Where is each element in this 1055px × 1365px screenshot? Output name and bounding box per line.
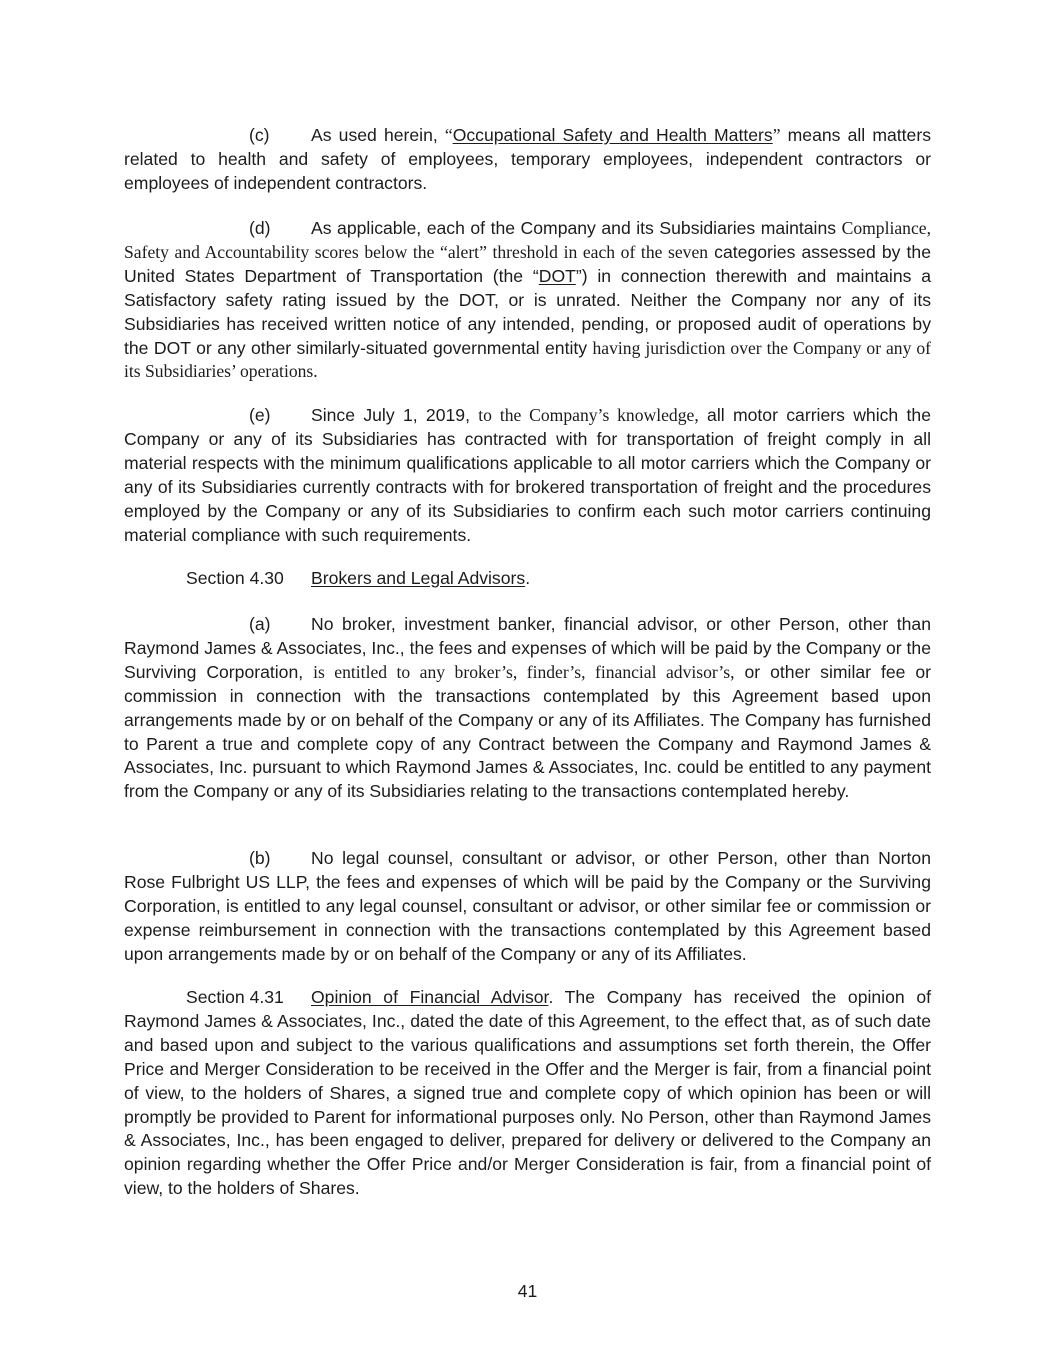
paragraph-marker: (e) <box>249 405 271 425</box>
paragraph-text: As used herein, <box>311 125 445 145</box>
paragraph-text: As applicable, each of the Company and its Subsidiaries maintains <box>311 218 842 238</box>
section-4-30-heading <box>124 567 931 591</box>
section-number: Section 4.31 <box>186 987 284 1007</box>
defined-term: Occupational Safety and Health Matters <box>452 125 773 145</box>
paragraph-text-serif: having jurisdiction over the Company or any of its Subsidiaries’ operations. <box>124 337 932 382</box>
paragraph-text: Since July 1, 2019, <box>311 405 479 425</box>
section-title: Opinion of Financial Advisor <box>311 987 549 1007</box>
paragraph-c <box>124 124 931 196</box>
paragraph-text-serif: to the Company’s knowledge, <box>478 405 699 425</box>
section-number: Section 4.30 <box>186 568 284 588</box>
paragraph-d <box>124 217 931 384</box>
open-quote: “ <box>444 125 453 145</box>
paragraph-text: means all matters related to health and safety of employees, temporary employees, independent contractors or employees of independent contractors. <box>124 125 931 193</box>
paragraph-text: ”) in connection therewith and maintains a Satisfactory safety rating issued by the DOT, or is unrated. Neither the Company nor any of its Subsidiaries has received written notice of any intended, pending, or proposed audit of operations by the DOT or any other similarly-situated governmental entity <box>124 265 931 358</box>
section-title: Brokers and Legal Advisors <box>311 568 526 588</box>
paragraph-4-30-a <box>124 613 931 804</box>
paragraph-text: all motor carriers which the Company or any of its Subsidiaries has contracted with for transportation of freight comply in all material respects with the minimum qualifications applicable to all motor carriers which the Company or any of its Subsidiaries currently contracts with for brokered transportation of freight and the procedures employed by the Company or any of its Subsidiaries to confirm each such motor carriers continuing material compliance with such requirements. <box>124 405 931 545</box>
paragraph-4-30-b <box>124 847 931 967</box>
paragraph-text-serif: is entitled to any broker’s, finder’s, financial advisor’s, <box>313 661 735 682</box>
paragraph-marker: (c) <box>249 125 270 145</box>
paragraph-e <box>124 404 931 547</box>
close-quote: ” <box>772 125 781 145</box>
section-title-period: . <box>525 568 531 588</box>
paragraph-marker: (a) <box>249 614 271 634</box>
paragraph-text: . The Company has received the opinion of Raymond James & Associates, Inc., dated the date of this Agreement, to the effect that, as of such date and based upon and subject to the various qualifications and assumptions set forth therein, the Offer Price and Merger Consideration to be received in the Offer and the Merger is fair, from a financial point of view, to the holders of Shares, a signed true and complete copy of which opinion has been or will promptly be provided to Parent for informational purposes only. No Person, other than Raymond James & Associates, Inc., has been engaged to deliver, prepared for delivery or delivered to the Company an opinion regarding whether the Offer Price and/or Merger Consideration is fair, from a financial point of view, to the holders of Shares. <box>124 987 931 1199</box>
paragraph-marker: (d) <box>249 218 271 238</box>
paragraph-text: or other similar fee or commission in connection with the transactions contemplated by this Agreement based upon arrangements made by or on behalf of the Company or any of its Affiliates. The Company has furnished to Parent a true and complete copy of any Contract between the Company and Raymond James & Associates, Inc. pursuant to which Raymond James & Associates, Inc. could be entitled to any payment from the Company or any of its Subsidiaries relating to the transactions contemplated hereby. <box>124 661 932 802</box>
paragraph-text: No broker, investment banker, financial advisor, or other Person, other than Raymond James & Associates, Inc., the fees and expenses of which will be paid by the Company or the Surviving Corporation, <box>124 614 931 682</box>
page-number: 41 <box>517 1281 538 1301</box>
paragraph-text-serif: Compliance, Safety and Accountability scores below the “alert” threshold in each of the seven <box>124 218 931 262</box>
section-4-31 <box>124 986 931 1201</box>
paragraph-marker: (b) <box>249 848 271 868</box>
paragraph-text: No legal counsel, consultant or advisor, or other Person, other than Norton Rose Fulbright US LLP, the fees and expenses of which will be paid by the Company or the Surviving Corporation, is entitled to any legal counsel, consultant or advisor, or other similar fee or commission or expense reimbursement in connection with the transactions contemplated by this Agreement based upon arrangements made by or on behalf of the Company or any of its Affiliates. <box>124 848 931 964</box>
paragraph-text: categories assessed by the United States Department of Transportation (the “ <box>124 241 932 286</box>
defined-term: DOT <box>538 265 576 286</box>
